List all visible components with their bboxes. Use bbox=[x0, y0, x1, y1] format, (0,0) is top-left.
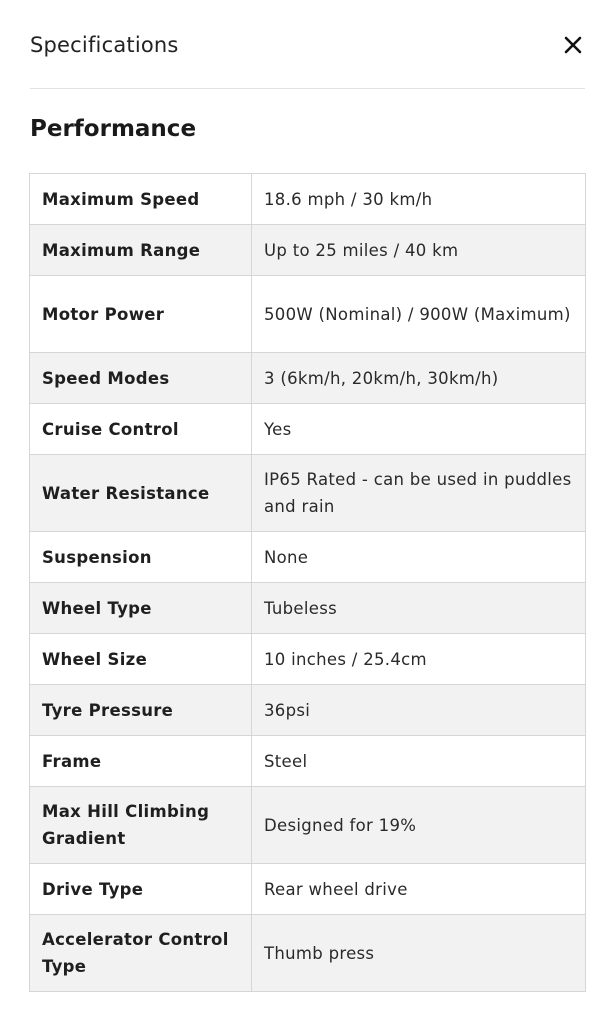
spec-label: Cruise Control bbox=[30, 404, 252, 455]
spec-value: IP65 Rated - can be used in puddles and rain bbox=[252, 455, 586, 532]
spec-value: None bbox=[252, 532, 586, 583]
spec-value: Up to 25 miles / 40 km bbox=[252, 225, 586, 276]
spec-value: Steel bbox=[252, 736, 586, 787]
section-title: Performance bbox=[30, 116, 197, 142]
spec-value: 500W (Nominal) / 900W (Maximum) bbox=[252, 276, 586, 353]
table-row bbox=[30, 864, 586, 915]
table-row bbox=[30, 736, 586, 787]
spec-label: Max Hill Climbing Gradient bbox=[30, 787, 252, 864]
spec-value: 36psi bbox=[252, 685, 586, 736]
spec-value: 18.6 mph / 30 km/h bbox=[252, 174, 586, 225]
table-row bbox=[30, 455, 586, 532]
close-button[interactable] bbox=[561, 33, 585, 57]
spec-label: Motor Power bbox=[30, 276, 252, 353]
spec-value: Rear wheel drive bbox=[252, 864, 586, 915]
spec-value: 3 (6km/h, 20km/h, 30km/h) bbox=[252, 353, 586, 404]
spec-label: Accelerator Control Type bbox=[30, 915, 252, 992]
table-row bbox=[30, 404, 586, 455]
table-row bbox=[30, 174, 586, 225]
spec-label: Wheel Type bbox=[30, 583, 252, 634]
spec-label: Water Resistance bbox=[30, 455, 252, 532]
spec-value: Yes bbox=[252, 404, 586, 455]
table-row bbox=[30, 532, 586, 583]
spec-table bbox=[29, 173, 586, 992]
spec-label: Suspension bbox=[30, 532, 252, 583]
spec-label: Tyre Pressure bbox=[30, 685, 252, 736]
table-row bbox=[30, 787, 586, 864]
panel-title: Specifications bbox=[30, 33, 179, 57]
spec-label: Drive Type bbox=[30, 864, 252, 915]
table-row bbox=[30, 583, 586, 634]
table-row bbox=[30, 634, 586, 685]
spec-value: Thumb press bbox=[252, 915, 586, 992]
table-row bbox=[30, 685, 586, 736]
table-row bbox=[30, 353, 586, 404]
close-icon bbox=[561, 33, 585, 57]
table-row bbox=[30, 915, 586, 992]
table-row bbox=[30, 276, 586, 353]
spec-label: Frame bbox=[30, 736, 252, 787]
spec-label: Maximum Speed bbox=[30, 174, 252, 225]
spec-label: Wheel Size bbox=[30, 634, 252, 685]
panel-header bbox=[30, 0, 585, 89]
spec-label: Maximum Range bbox=[30, 225, 252, 276]
table-row bbox=[30, 225, 586, 276]
spec-value: Designed for 19% bbox=[252, 787, 586, 864]
spec-label: Speed Modes bbox=[30, 353, 252, 404]
spec-value: Tubeless bbox=[252, 583, 586, 634]
spec-value: 10 inches / 25.4cm bbox=[252, 634, 586, 685]
